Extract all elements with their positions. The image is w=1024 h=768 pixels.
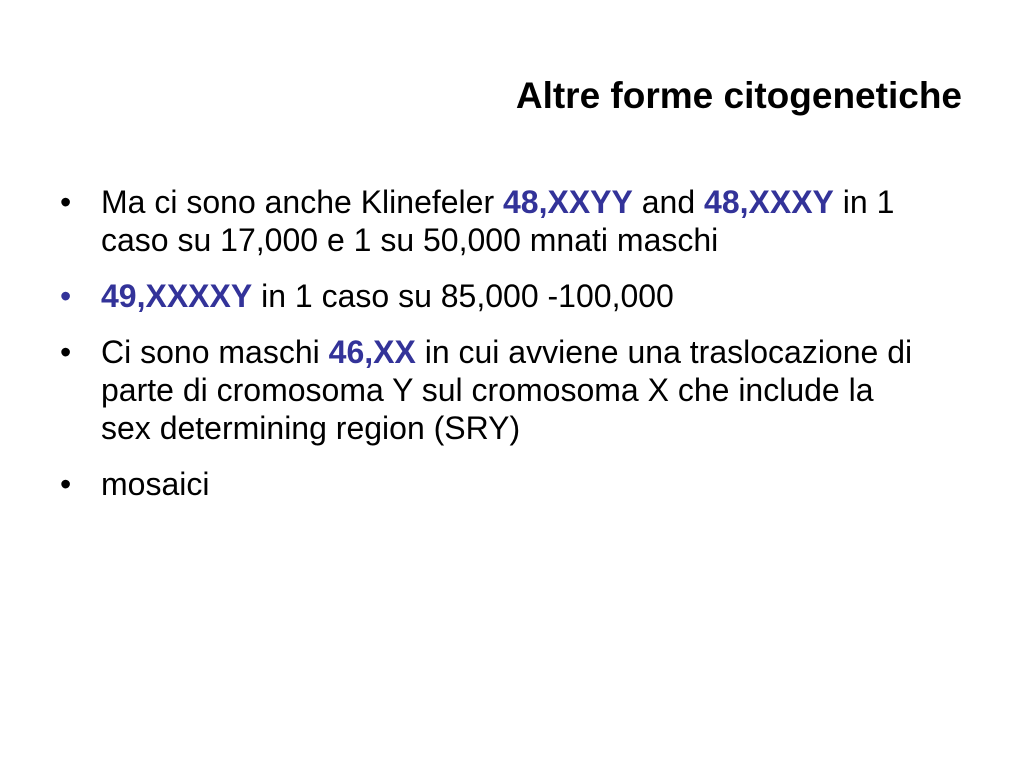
karyotype-highlight: 49,XXXXY: [101, 278, 253, 314]
bullet-marker: •: [60, 334, 72, 370]
bullet-item-49xxxxy: [60, 277, 920, 315]
bullet-text: in 1 caso su 85,000 -100,000: [252, 278, 674, 314]
bullet-text: mosaici: [101, 466, 210, 502]
bullet-marker: •: [60, 466, 72, 502]
bullet-list: [60, 183, 920, 521]
bullet-item-klinefelter: [60, 183, 920, 259]
bullet-item-mosaici: [60, 465, 920, 503]
bullet-marker: •: [60, 278, 72, 314]
bullet-text: in cui avviene una traslocazione di parte di cromosoma Y sul cromosoma X che include la sex determining region (SRY): [101, 334, 913, 446]
bullet-text: Ci sono maschi: [101, 334, 329, 370]
karyotype-highlight: 48,XXYY: [503, 184, 633, 220]
slide-title: Altre forme citogenetiche: [515, 75, 962, 116]
bullet-text: and: [632, 184, 705, 220]
bullet-text: in 1 caso su 17,000 e 1 su 50,000 mnati maschi: [101, 184, 895, 258]
bullet-text: Ma ci sono anche Klinefeler: [101, 184, 503, 220]
bullet-marker: •: [60, 184, 72, 220]
karyotype-highlight: 48,XXXY: [704, 184, 834, 220]
karyotype-highlight: 46,XX: [328, 334, 416, 370]
bullet-item-46xx: [60, 333, 920, 447]
